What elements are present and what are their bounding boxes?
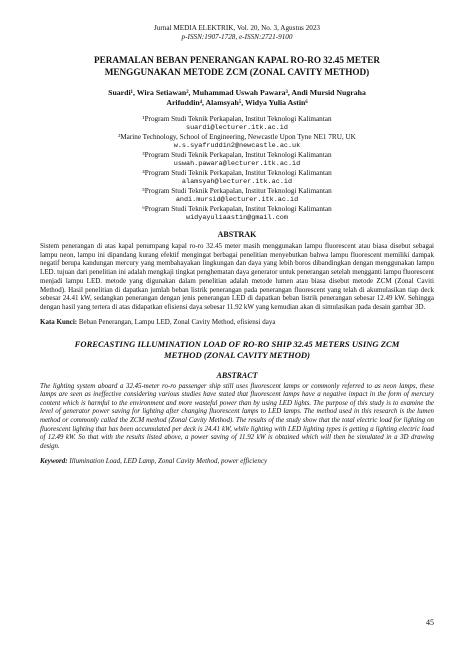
keywords-text: Illumination Load, LED Lamp, Zonal Cavity Method, power efficiency	[67, 457, 268, 466]
affiliation-name: ⁴Program Studi Teknik Perkapalan, Institut Teknologi Kalimantan	[142, 169, 332, 177]
english-title	[40, 339, 434, 361]
affiliation-3	[40, 151, 434, 169]
authors-line-1: Suardi¹, Wira Setiawan², Muhammad Uswah Pawara³, Andi Mursid Nugraha	[108, 88, 366, 97]
affiliation-email[interactable]: andi.mursid@lecturer.itk.ac.id	[175, 196, 299, 204]
abstrak-text: Sistem penerangan di atas kapal penumpang kapal ro-ro 32.45 meter masih menggunakan lampu fluorescent atau biasa disebut sebagai lampu neon, lampu ini dipandang kurang efektif mengingat berbagai penelitian menyebutkan bahwa lampu fluorescent memiliki dampak negatif berupa kandungan mercury yang membahayakan lingkungan dan daya yang lebih boros dibandingkan dengan menggunakan lampu LED. tujuan dari penelitian ini adalah mengkaji tingkat penghematan daya generator untuk penerangan setelah mengganti lampu fluorescent menjadi lampu LED. metode yang digunakan dalam penelitian adalah metode lumen atau biasa disebut metode ZCM (Zonal Caviti Method). Hasil penelitian di dapatkan jumlah beban listrik penerangan pada penerangan fluorescent yang telah di akumulasikan tiap deck sebesar 24.41 kW, sedangkan penerangan dengan jenis penerangan LED di dapatkan beban listrik penerangan sebesar 12.49 kW. Sehingga dengan hasil yang tertera di atas didapatkan efisiensi daya sebesar 11.92 kW yang kemudian akan di simulasikan pada desain gambar 3D.	[40, 242, 434, 311]
affiliation-email[interactable]: uswah.pawara@lecturer.itk.ac.id	[173, 160, 301, 168]
keywords-label: Keyword:	[40, 457, 68, 466]
affiliation-2	[40, 133, 434, 151]
journal-header	[40, 24, 434, 42]
english-title-line-2: METHOD (ZONAL CAVITY METHOD)	[163, 349, 310, 360]
affiliation-email[interactable]: w.s.syafruddin2@newcastle.ac.uk	[173, 142, 301, 150]
page-number: 45	[426, 618, 434, 627]
authors-line-2: Arifuddin⁴, Alamsyah⁵, Widya Yulia Astin⁶	[166, 98, 308, 107]
affiliation-6	[40, 205, 434, 223]
affiliation-4	[40, 169, 434, 187]
title-line-1: PERAMALAN BEBAN PENERANGAN KAPAL RO-RO 32.45 METER	[94, 55, 380, 65]
affiliation-email[interactable]: alamsyah@lecturer.itk.ac.id	[181, 178, 293, 186]
title-line-2: MENGGUNAKAN METODE ZCM (ZONAL CAVITY METHOD)	[104, 67, 370, 77]
affiliation-name: ²Marine Technology, School of Engineering, Newcastle Upon Tyne NE1 7RU, UK	[118, 133, 356, 141]
affiliation-name: ¹Program Studi Teknik Perkapalan, Institut Teknologi Kalimantan	[142, 115, 332, 123]
issn-line: p-ISSN:1907-1728, e-ISSN:2721-9100	[181, 33, 293, 41]
abstract-heading: ABSTRACT	[216, 370, 258, 380]
paper-title	[40, 54, 434, 78]
english-title-line-1: FORECASTING ILLUMINATION LOAD OF RO-RO SHIP 32.45 METERS USING ZCM	[74, 338, 400, 349]
journal-line: Jurnal MEDIA ELEKTRIK, Vol. 20, No. 3, Agustus 2023	[153, 24, 321, 32]
author-list	[40, 88, 434, 108]
affiliation-name: ³Program Studi Teknik Perkapalan, Institut Teknologi Kalimantan	[142, 151, 332, 159]
affiliations	[40, 115, 434, 223]
keywords	[40, 457, 434, 466]
kata-kunci-label: Kata Kunci:	[40, 317, 78, 326]
kata-kunci-text: Beban Penerangan, Lampu LED, Zonal Cavity Method, efisiensi daya	[77, 317, 276, 326]
abstract-text: The lighting system aboard a 32.45-meter ro-ro passenger ship still uses fluorescent lamps or commonly referred to as neon lamps, these lamps are seen as ineffective considering various studies have stated that fluorescent lamps have a negative impact in the form of mercury content which is harmful to the environment and more wasteful power than by using LED lights. The purpose of this study is to examine the level of generator power saving for lighting after changing fluorescent lamps to LED lamps. The method used in this research is the lumen method or commonly called the ZCM method (Zonal Cavity Method). The results of the study show that the total electric load for lighting on fluorescent lighting that has been accumulated per deck is 24.41 kW, while lighting with LED lighting types is getting a lighting electric load of 12.49 kW. So that with the results listed above, a power saving of 11.92 kW is obtained which will then be simulated in a 3D drawing design.	[40, 382, 434, 450]
kata-kunci	[40, 318, 434, 327]
affiliation-name: ⁵Program Studi Teknik Perkapalan, Institut Teknologi Kalimantan	[142, 187, 332, 195]
affiliation-5	[40, 187, 434, 205]
abstrak-heading: ABSTRAK	[217, 230, 257, 239]
affiliation-email[interactable]: widyayuliaastin@gmail.com	[186, 214, 288, 222]
affiliation-name: ⁶Program Studi Teknik Perkapalan, Institut Teknologi Kalimantan	[142, 205, 332, 213]
affiliation-1	[40, 115, 434, 133]
affiliation-email[interactable]: suardi@lecturer.itk.ac.id	[186, 124, 288, 132]
